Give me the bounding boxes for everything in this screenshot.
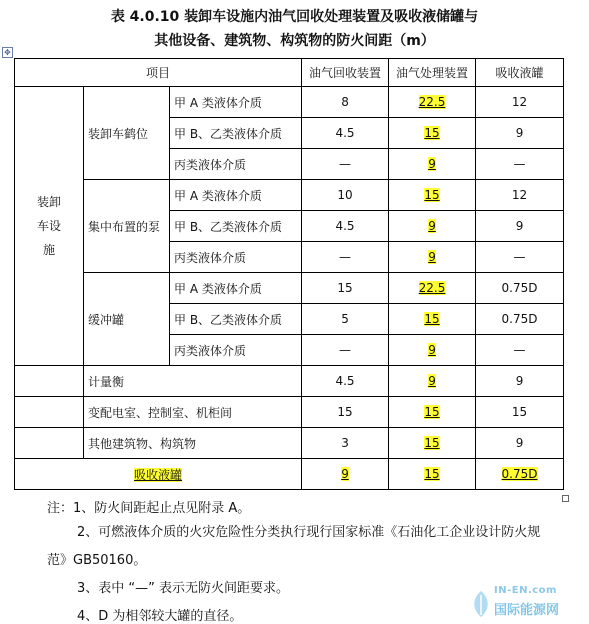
cell-value: 15: [389, 180, 476, 211]
cell-value: 9: [476, 118, 564, 149]
cell-value: 9: [389, 335, 476, 366]
medium-label: 甲 B、乙类液体介质: [170, 118, 302, 149]
cell-value: 15: [302, 273, 389, 304]
empty-cell: [15, 366, 84, 397]
group-label: 装卸车设施: [15, 87, 84, 366]
cell-value: 0.75D: [476, 304, 564, 335]
row-label-other-buildings: 其他建筑物、构筑物: [84, 428, 302, 459]
cell-value: 12: [476, 87, 564, 118]
cell-value: 0.75D: [476, 273, 564, 304]
note-3: 3、表中 “—” 表示无防火间距要求。: [77, 581, 290, 596]
cell-value: 9: [476, 211, 564, 242]
note-1: 注：1、防火间距起止点见附录 A。: [47, 501, 251, 516]
cell-value: 9: [476, 428, 564, 459]
cell-value: 5: [302, 304, 389, 335]
table-move-handle-icon[interactable]: ✥: [2, 47, 13, 58]
cell-value: 22.5: [389, 87, 476, 118]
cell-value: 10: [302, 180, 389, 211]
cell-value: 9: [476, 366, 564, 397]
sub-label-pump: 集中布置的泵: [84, 180, 170, 273]
table-row: [15, 180, 564, 211]
medium-label: 甲 B、乙类液体介质: [170, 304, 302, 335]
table-row: [15, 87, 564, 118]
row-label-absorb-tank: 吸收液罐: [15, 459, 302, 490]
sub-label-crane: 装卸车鹤位: [84, 87, 170, 180]
cell-value: 4.5: [302, 211, 389, 242]
watermark-logo: [470, 585, 588, 621]
header-col-absorb-tank: 吸收液罐: [476, 59, 564, 87]
cell-value: 9: [389, 149, 476, 180]
cell-value: —: [476, 242, 564, 273]
cell-value: —: [476, 149, 564, 180]
table-row: [15, 459, 564, 490]
cell-value: 22.5: [389, 273, 476, 304]
empty-cell: [15, 397, 84, 428]
header-item: 项目: [15, 59, 302, 87]
medium-label: 丙类液体介质: [170, 335, 302, 366]
fire-distance-table: [14, 58, 564, 490]
cell-value: 15: [389, 397, 476, 428]
note-2-cont: 范》GB50160。: [47, 553, 147, 568]
cell-value: 15: [302, 397, 389, 428]
medium-label: 甲 A 类液体介质: [170, 87, 302, 118]
cell-value: 15: [389, 118, 476, 149]
watermark-name: 国际能源网: [494, 603, 560, 618]
table-row: [15, 397, 564, 428]
cell-value: 8: [302, 87, 389, 118]
note-4: 4、D 为相邻较大罐的直径。: [77, 609, 243, 624]
empty-cell: [15, 428, 84, 459]
watermark-url: IN-EN.com: [494, 585, 557, 596]
table-row: [15, 366, 564, 397]
medium-label: 甲 A 类液体介质: [170, 273, 302, 304]
table-row: [15, 428, 564, 459]
table-title-line-1: 表 4.0.10 装卸车设施内油气回收处理装置及吸收液储罐与: [110, 9, 479, 25]
note-2: 2、可燃液体介质的火灾危险性分类执行现行国家标准《石油化工企业设计防火规: [77, 525, 541, 540]
cell-value: 0.75D: [476, 459, 564, 490]
cell-value: 3: [302, 428, 389, 459]
cell-value: 15: [389, 459, 476, 490]
cell-value: —: [476, 335, 564, 366]
cell-value: 4.5: [302, 118, 389, 149]
table-resize-handle[interactable]: [562, 495, 569, 502]
cell-value: 9: [389, 366, 476, 397]
cell-value: 15: [389, 428, 476, 459]
row-label-substation: 变配电室、控制室、机柜间: [84, 397, 302, 428]
table-row: [15, 273, 564, 304]
cell-value: 12: [476, 180, 564, 211]
cell-value: 9: [389, 211, 476, 242]
cell-value: —: [302, 335, 389, 366]
leaf-icon: [470, 589, 492, 619]
cell-value: —: [302, 242, 389, 273]
cell-value: —: [302, 149, 389, 180]
medium-label: 甲 A 类液体介质: [170, 180, 302, 211]
medium-label: 甲 B、乙类液体介质: [170, 211, 302, 242]
cell-value: 15: [476, 397, 564, 428]
cell-value: 9: [302, 459, 389, 490]
cell-value: 15: [389, 304, 476, 335]
sub-label-buffer-tank: 缓冲罐: [84, 273, 170, 366]
table-title-line-2: 其他设备、建筑物、构筑物的防火间距（m）: [154, 33, 435, 49]
medium-label: 丙类液体介质: [170, 149, 302, 180]
cell-value: 4.5: [302, 366, 389, 397]
header-col-recovery: 油气回收装置: [302, 59, 389, 87]
header-col-treatment: 油气处理装置: [389, 59, 476, 87]
row-label-weigh: 计量衡: [84, 366, 302, 397]
medium-label: 丙类液体介质: [170, 242, 302, 273]
cell-value: 9: [389, 242, 476, 273]
table-header-row: [15, 59, 564, 87]
